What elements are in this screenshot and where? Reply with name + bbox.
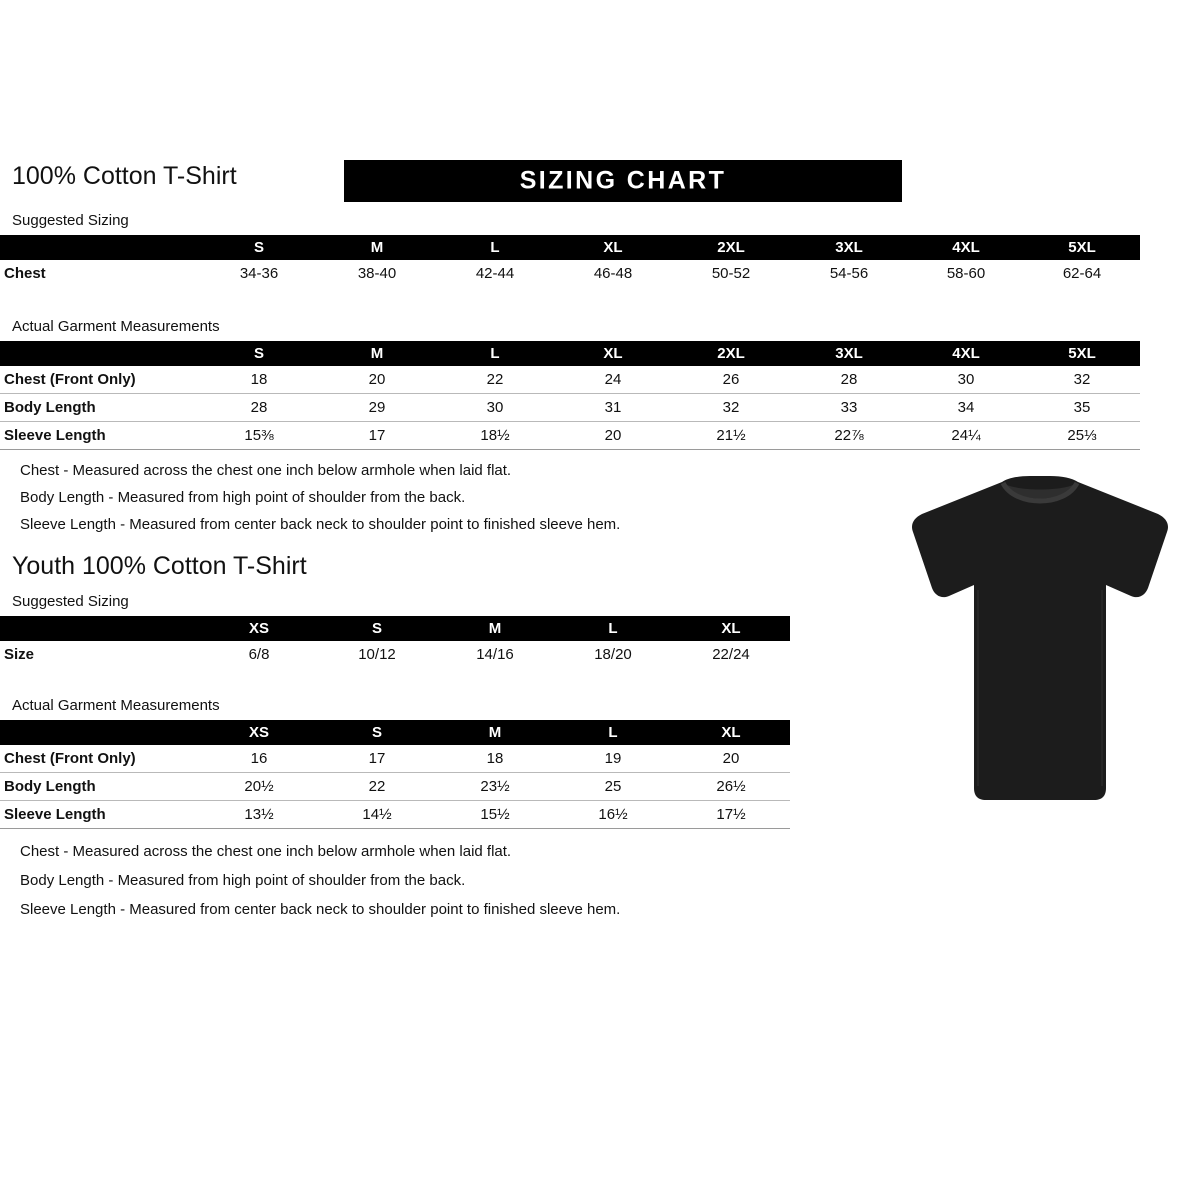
cell: 34 [908, 394, 1024, 422]
col-head: XL [603, 239, 623, 256]
adult-actual-measurements-label: Actual Garment Measurements [12, 318, 220, 335]
cell: 23½ [436, 773, 554, 801]
col-head: S [371, 724, 382, 741]
table-row [0, 366, 1140, 394]
col-head: 2XL [717, 239, 745, 256]
col-head: M [370, 345, 384, 362]
cell: 20 [672, 745, 790, 773]
cell: 26 [672, 366, 790, 394]
table-row [0, 745, 790, 773]
col-head [0, 235, 200, 260]
youth-note-chest: Chest - Measured across the chest one inch below armhole when laid flat. [20, 843, 512, 860]
cell: 17 [318, 422, 436, 450]
cell: 16½ [554, 801, 672, 829]
table-header-row [0, 235, 1140, 260]
table-row [0, 394, 1140, 422]
sizing-chart-banner [344, 160, 902, 202]
cell: 6/8 [248, 646, 270, 663]
cell: 42-44 [475, 265, 515, 282]
col-head: 3XL [835, 239, 863, 256]
col-head: S [253, 345, 264, 362]
table-row [0, 260, 1140, 287]
col-head: L [608, 724, 618, 741]
cell: 30 [908, 366, 1024, 394]
cell: 18/20 [594, 646, 632, 663]
col-head: L [490, 239, 500, 256]
cell: 20 [318, 366, 436, 394]
cell: 29 [318, 394, 436, 422]
row-label: Chest (Front Only) [0, 745, 200, 773]
cell: 24¼ [908, 422, 1024, 450]
cell: 15½ [436, 801, 554, 829]
col-head: XL [721, 620, 741, 637]
row-label: Sleeve Length [0, 801, 200, 829]
adult-suggested-sizing-label: Suggested Sizing [12, 212, 129, 229]
youth-suggested-sizing-label: Suggested Sizing [12, 593, 129, 610]
cell: 32 [1024, 366, 1140, 394]
table-header-row [0, 616, 790, 641]
col-head: M [488, 724, 502, 741]
col-head: S [253, 239, 264, 256]
adult-section-heading: 100% Cotton T-Shirt [12, 162, 237, 190]
cell: 10/12 [358, 646, 396, 663]
col-head: XL [603, 345, 623, 362]
adult-suggested-sizing-table [0, 235, 1140, 287]
cell: 26½ [672, 773, 790, 801]
col-head: 2XL [717, 345, 745, 362]
cell: 18½ [436, 422, 554, 450]
col-head: L [608, 620, 618, 637]
cell: 22 [318, 773, 436, 801]
cell: 54-56 [829, 265, 869, 282]
table-row [0, 801, 790, 829]
cell: 38-40 [357, 265, 397, 282]
table-header-row [0, 341, 1140, 366]
cell: 34-36 [239, 265, 279, 282]
cell: 24 [554, 366, 672, 394]
cell: 28 [790, 366, 908, 394]
row-label: Body Length [0, 773, 200, 801]
adult-title-row [12, 160, 902, 202]
adult-actual-measurements-table [0, 341, 1140, 450]
cell: 35 [1024, 394, 1140, 422]
col-head: 5XL [1068, 239, 1096, 256]
cell: 20 [554, 422, 672, 450]
cell: 28 [200, 394, 318, 422]
row-label: Chest [4, 265, 46, 282]
col-head: M [488, 620, 502, 637]
cell: 25⅓ [1024, 422, 1140, 450]
col-head: XS [248, 620, 269, 637]
cell: 13½ [200, 801, 318, 829]
col-head: 5XL [1068, 345, 1096, 362]
cell: 18 [436, 745, 554, 773]
cell: 20½ [200, 773, 318, 801]
adult-note-body-length: Body Length - Measured from high point of shoulder from the back. [20, 489, 466, 506]
youth-suggested-sizing-table [0, 616, 790, 668]
table-row [0, 422, 1140, 450]
col-head: M [370, 239, 384, 256]
youth-actual-measurements-table [0, 720, 790, 829]
col-head [0, 616, 200, 641]
cell: 22⅞ [790, 422, 908, 450]
cell: 18 [200, 366, 318, 394]
col-head: XL [721, 724, 741, 741]
table-header-row [0, 720, 790, 745]
youth-note-sleeve-length: Sleeve Length - Measured from center back neck to shoulder point to finished sleeve hem. [20, 901, 621, 918]
col-head: L [490, 345, 500, 362]
cell: 30 [436, 394, 554, 422]
cell: 14½ [318, 801, 436, 829]
cell: 62-64 [1062, 265, 1102, 282]
tshirt-icon [890, 470, 1190, 820]
sizing-chart-banner-label: SIZING CHART [519, 166, 727, 195]
cell: 17½ [672, 801, 790, 829]
cell: 46-48 [593, 265, 633, 282]
col-head [0, 341, 200, 366]
youth-actual-measurements-label: Actual Garment Measurements [12, 697, 220, 714]
row-label: Sleeve Length [0, 422, 200, 450]
cell: 19 [554, 745, 672, 773]
col-head: XS [248, 724, 269, 741]
adult-note-chest: Chest - Measured across the chest one inch below armhole when laid flat. [20, 462, 512, 479]
col-head [0, 720, 200, 745]
cell: 22 [436, 366, 554, 394]
col-head: 4XL [952, 345, 980, 362]
youth-section-heading: Youth 100% Cotton T-Shirt [12, 552, 307, 580]
youth-note-body-length: Body Length - Measured from high point of shoulder from the back. [20, 872, 466, 889]
cell: 17 [318, 745, 436, 773]
table-row [0, 773, 790, 801]
row-label: Chest (Front Only) [0, 366, 200, 394]
adult-note-sleeve-length: Sleeve Length - Measured from center back neck to shoulder point to finished sleeve hem. [20, 516, 621, 533]
tshirt-product-image [890, 470, 1190, 820]
row-label: Size [4, 646, 35, 663]
table-row [0, 641, 790, 668]
cell: 16 [200, 745, 318, 773]
cell: 25 [554, 773, 672, 801]
cell: 32 [672, 394, 790, 422]
cell: 14/16 [476, 646, 514, 663]
cell: 58-60 [946, 265, 986, 282]
row-label: Body Length [0, 394, 200, 422]
cell: 33 [790, 394, 908, 422]
cell: 31 [554, 394, 672, 422]
cell: 50-52 [711, 265, 751, 282]
col-head: 4XL [952, 239, 980, 256]
col-head: S [371, 620, 382, 637]
cell: 15⅜ [200, 422, 318, 450]
cell: 21½ [672, 422, 790, 450]
col-head: 3XL [835, 345, 863, 362]
cell: 22/24 [712, 646, 750, 663]
